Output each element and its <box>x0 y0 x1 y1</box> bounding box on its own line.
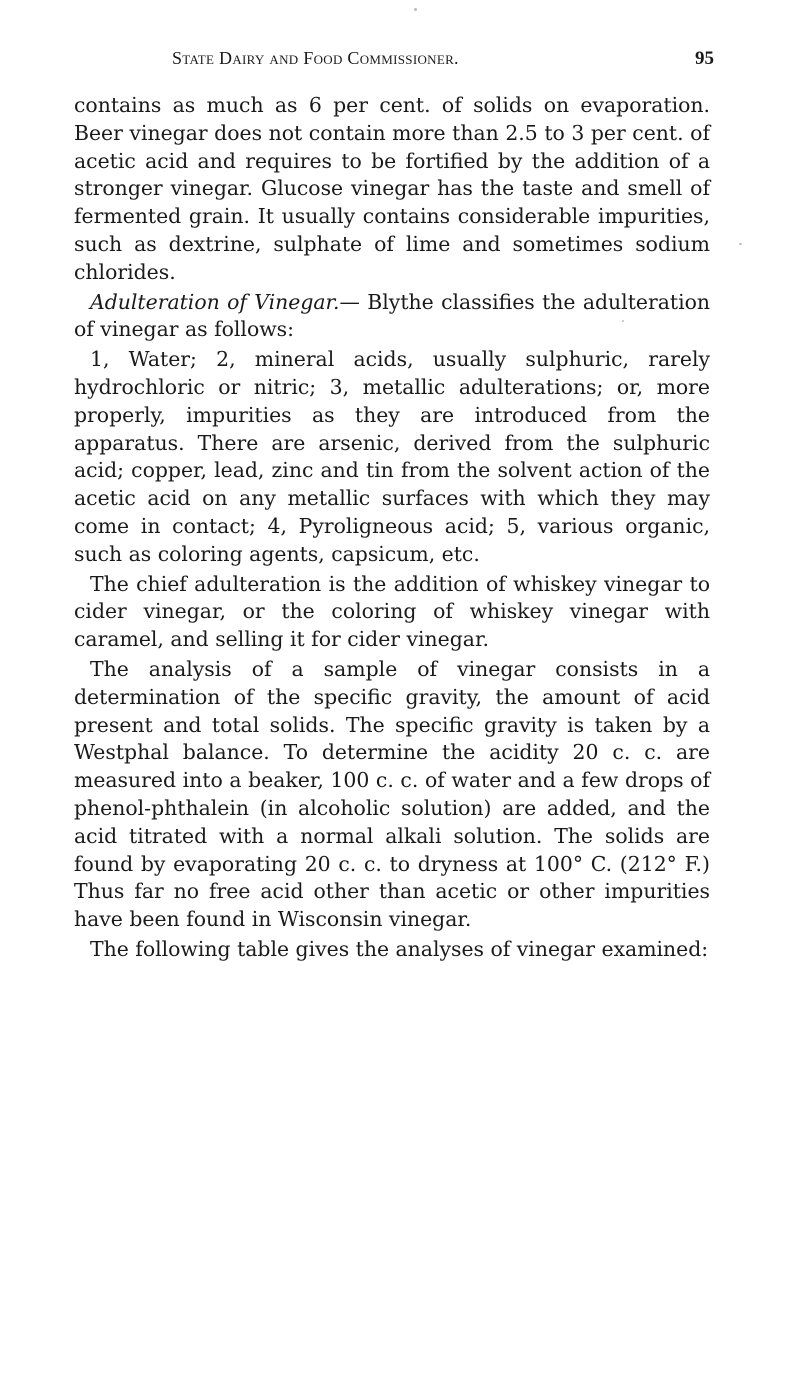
paragraph-vinegar-types <box>74 92 710 287</box>
paper-speck <box>414 8 417 11</box>
paragraph-table-intro <box>74 936 710 964</box>
paragraph-text: contains as much as 6 per cent. of solids on evaporation. Beer vinegar does not contain more than 2.5 to 3 per cent. of acetic acid and requires to be fortified by the addition of a stronger vinegar. Glucose vinegar has the taste and smell of fermented grain. It usually contains considerable impurities, such as dextrine, sulphate of lime and sometimes sodium chlorides. <box>74 93 710 284</box>
page-number: 95 <box>695 48 714 69</box>
paragraph-text: — Blythe classifies the adulteration of vinegar as follows: <box>74 289 710 342</box>
paragraph-text: 1, Water; 2, mineral acids, usually sulphuric, rarely hydrochloric or nitric; 3, metallic adulterations; or, more properly, impurities as they are introduced from the apparatus. There are arsenic, derived from the sulphuric acid; copper, lead, zinc and tin from the solvent action of the acetic acid on any metallic surfaces with which they may come in contact; 4, Pyroligneous acid; 5, various organic, such as coloring agents, capsicum, etc. <box>74 347 710 566</box>
paragraph-adulteration-heading <box>74 289 710 345</box>
paper-speck <box>622 320 624 322</box>
paper-speck <box>739 243 742 245</box>
paragraph-adulterants-list <box>74 346 710 568</box>
paragraph-text: The analysis of a sample of vinegar consists in a determination of the specific gravity, the amount of acid present and total solids. The specific gravity is taken by a Westphal balance. To determine the acidity 20 c. c. are measured into a beaker, 100 c. c. of water and a few drops of phenol-phthalein (in alcoholic solution) are added, and the acid titrated with a normal alkali solution. The solids are found by evaporating 20 c. c. to dryness at 100° C. (212° F.) Thus far no free acid other than acetic or other impurities have been found in Wisconsin vinegar. <box>74 656 710 932</box>
running-title: State Dairy and Food Commissioner. <box>172 48 459 68</box>
body-text <box>74 92 710 964</box>
paragraph-analysis-method <box>74 656 710 934</box>
section-lead-title: Adulteration of Vinegar. <box>90 289 340 314</box>
running-head <box>72 44 714 74</box>
paragraph-chief-adulteration <box>74 571 710 654</box>
paragraph-text: The chief adulteration is the addition of whiskey vinegar to cider vinegar, or the coloring of whiskey vinegar with caramel, and selling it for cider vinegar. <box>74 571 710 652</box>
paragraph-text: The following table gives the analyses of vinegar examined: <box>90 936 709 961</box>
